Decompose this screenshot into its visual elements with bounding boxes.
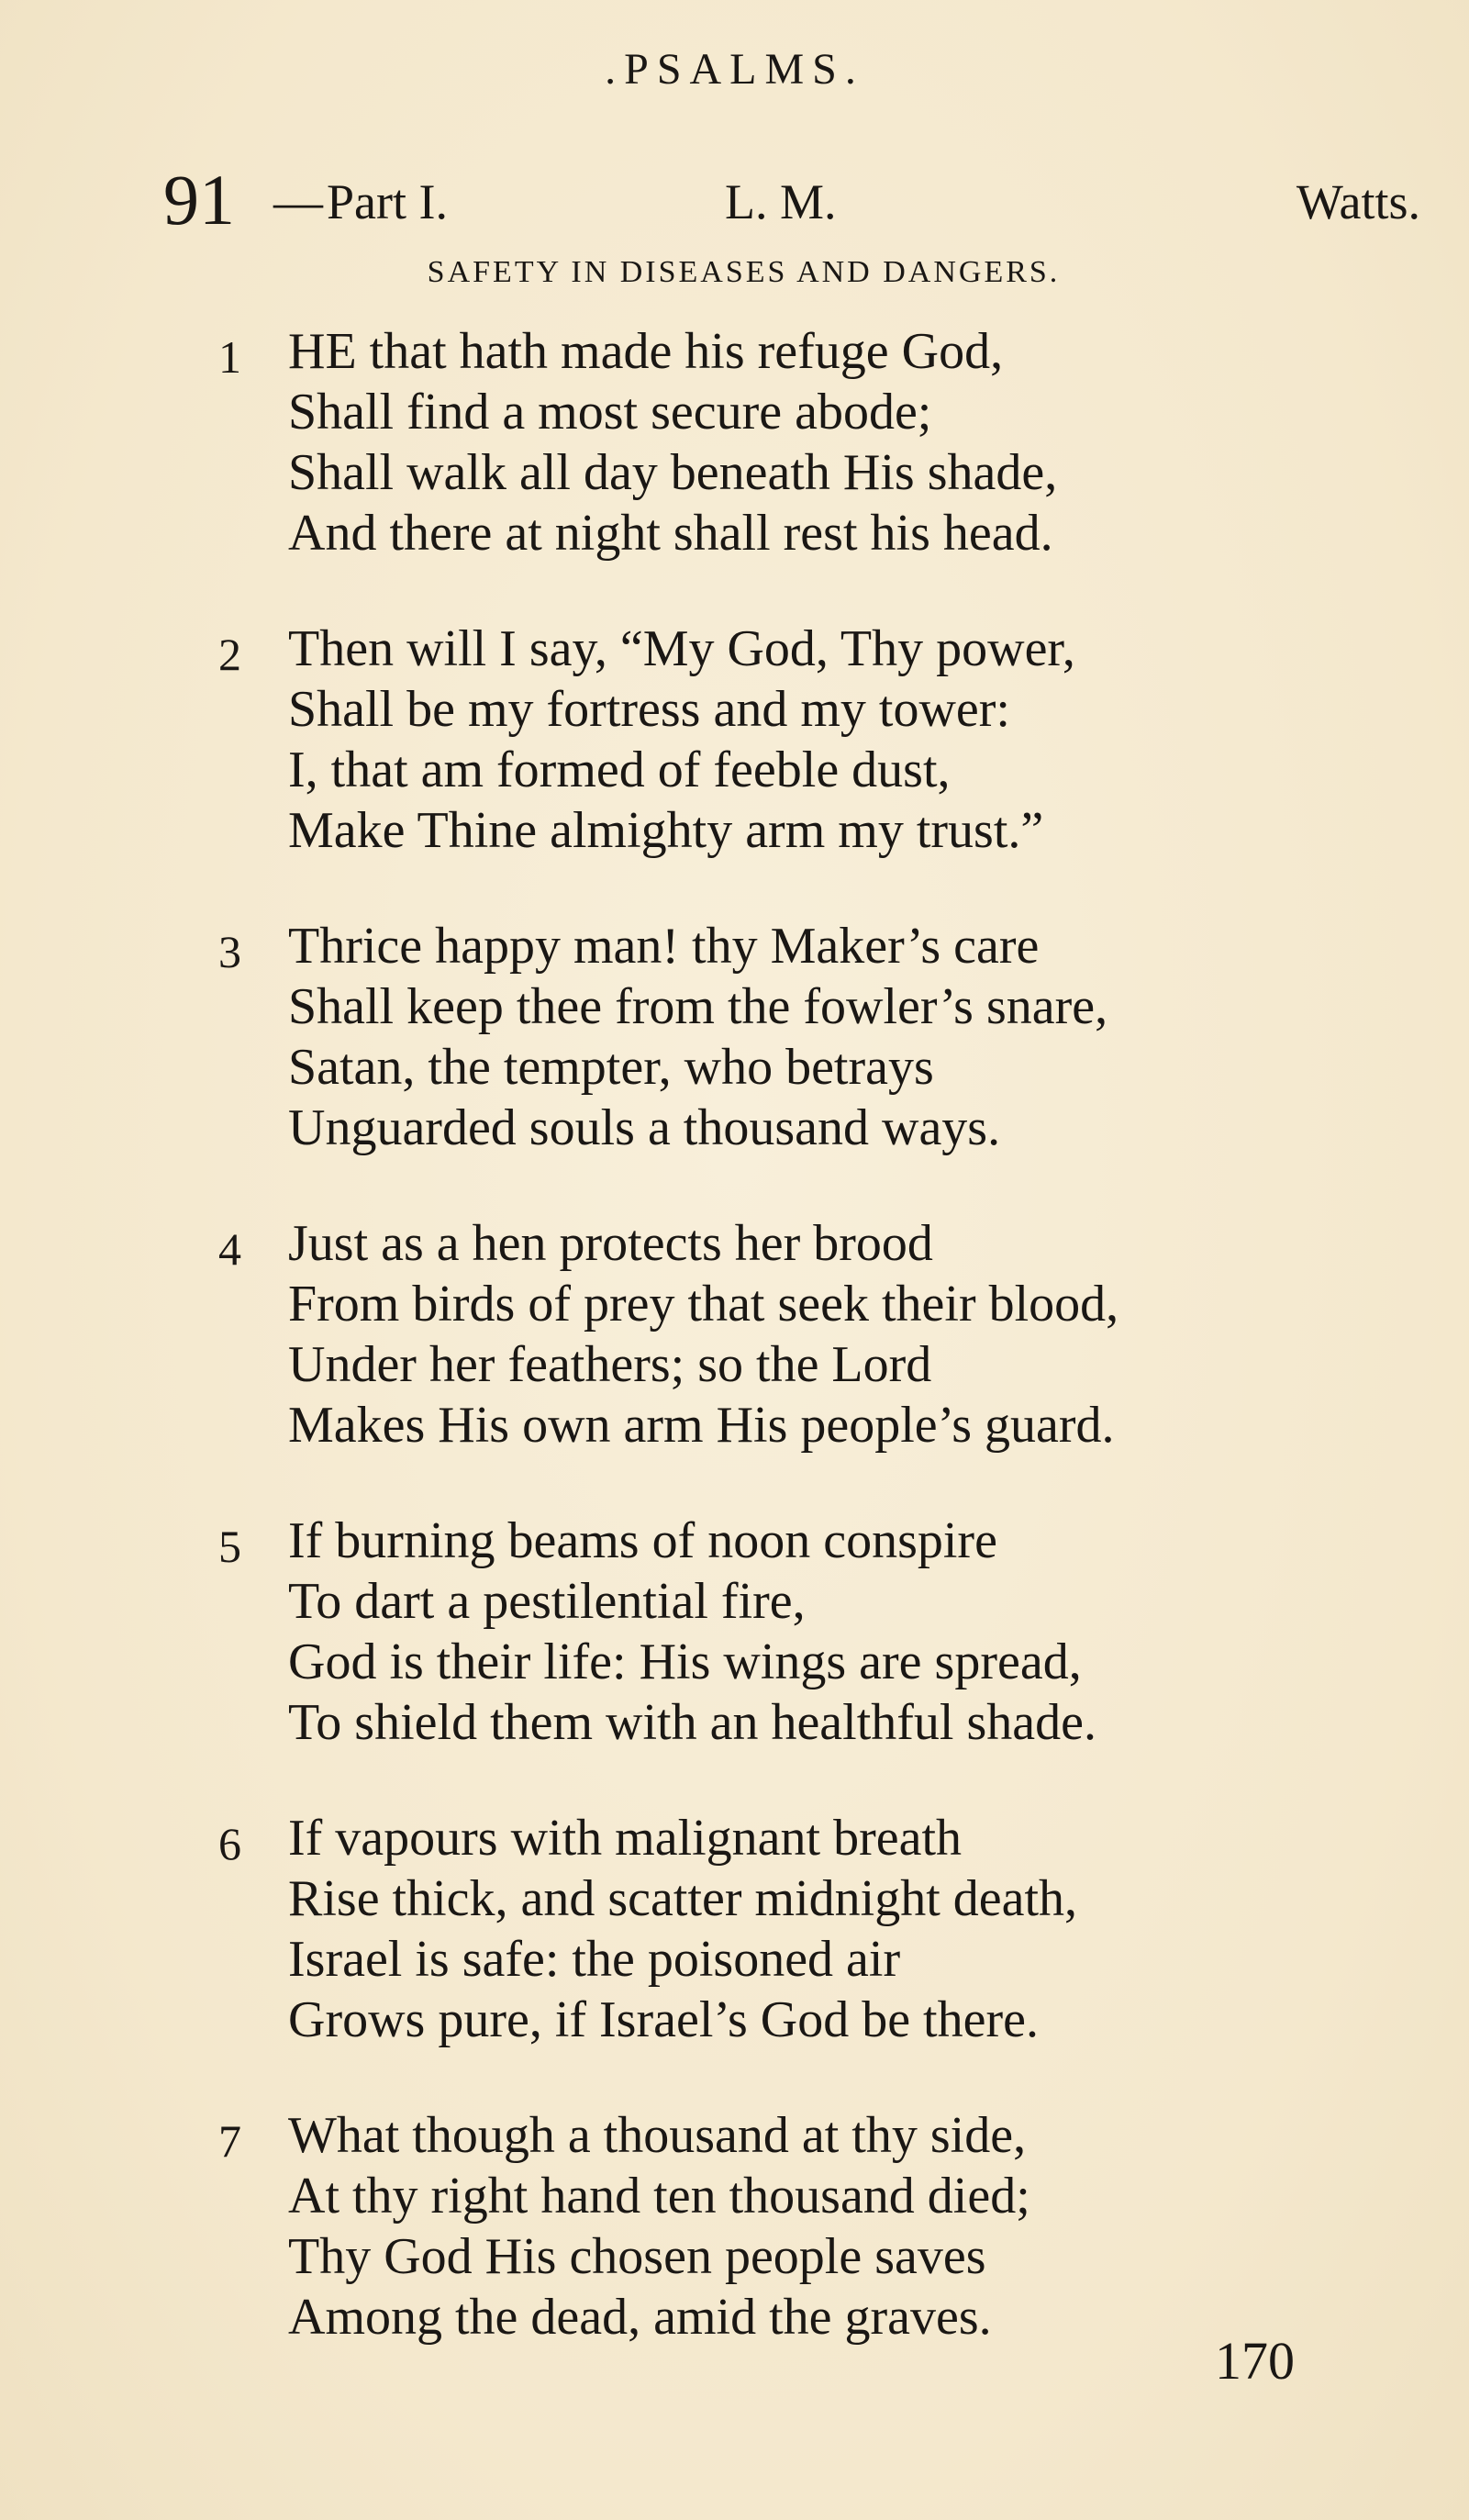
hymn-subtitle: SAFETY IN DISEASES AND DANGERS. <box>427 255 1061 289</box>
stanza-lines <box>288 1213 1118 1455</box>
stanza <box>220 916 1441 1154</box>
verse-line: And there at night shall rest his head. <box>288 505 1053 562</box>
verse-line: Makes His own arm His people’s guard. <box>288 1397 1115 1454</box>
stanza-lines <box>288 1511 1096 1753</box>
verse-line: Among the dead, amid the graves. <box>288 2289 992 2346</box>
verse-line: HE that hath made his refuge God, <box>288 323 1004 380</box>
verse-line: To shield them with an healthful shade. <box>288 1694 1096 1751</box>
hymn-meter: L. M. <box>725 174 837 229</box>
verse-line: Satan, the tempter, who betrays <box>288 1039 934 1096</box>
hymn-part <box>273 173 448 231</box>
stanza <box>220 1808 1441 2046</box>
verse-line: Shall walk all day beneath His shade, <box>288 444 1058 501</box>
verse-line: I, that am formed of feeble dust, <box>288 742 951 798</box>
running-head: .PSALMS. <box>605 45 864 94</box>
hymn-part-dash: — <box>273 174 323 229</box>
verse-line: From birds of prey that seek their blood, <box>288 1276 1119 1332</box>
verse-line: Just as a hen protects her brood <box>288 1215 933 1272</box>
stanza-number: 4 <box>218 1223 241 1275</box>
stanza-lines <box>288 1808 1077 2050</box>
stanza-number: 1 <box>218 331 241 383</box>
stanza-lines <box>288 321 1057 563</box>
stanza <box>220 1213 1441 1452</box>
verse-line: Unguarded souls a thousand ways. <box>288 1099 1001 1156</box>
stanza-number: 2 <box>218 629 241 680</box>
hymn-part-label: Part I. <box>327 174 448 229</box>
verse-line: Then will I say, “My God, Thy power, <box>288 620 1075 677</box>
verse-line: Make Thine almighty arm my trust.” <box>288 802 1044 859</box>
stanza-number: 3 <box>218 926 241 977</box>
stanza-lines <box>288 619 1075 861</box>
verse-line: To dart a pestilential fire, <box>288 1573 806 1630</box>
verse-line: Israel is safe: the poisoned air <box>288 1931 901 1988</box>
stanza <box>220 619 1441 857</box>
verse-line: If vapours with malignant breath <box>288 1810 963 1867</box>
stanza-list <box>220 321 1441 2403</box>
stanza <box>220 1511 1441 1749</box>
verse-line: Shall keep thee from the fowler’s snare, <box>288 978 1108 1035</box>
verse-line: Under her feathers; so the Lord <box>288 1336 932 1393</box>
hymn-author: Watts. <box>1296 174 1420 229</box>
verse-line: Grows pure, if Israel’s God be there. <box>288 1991 1039 2048</box>
stanza-lines <box>288 916 1107 1158</box>
stanza-number: 5 <box>218 1521 241 1572</box>
verse-line: Thy God His chosen people saves <box>288 2228 986 2285</box>
hymn-heading <box>163 160 1420 240</box>
stanza-number: 6 <box>218 1818 241 1869</box>
verse-line: What though a thousand at thy side, <box>288 2107 1027 2164</box>
stanza-number: 7 <box>218 2115 241 2167</box>
verse-line: At thy right hand ten thousand died; <box>288 2168 1030 2225</box>
verse-line: Thrice happy man! thy Maker’s care <box>288 918 1040 975</box>
verse-line: God is their life: His wings are spread, <box>288 1634 1082 1690</box>
verse-line: Shall find a most secure abode; <box>288 384 932 440</box>
verse-line: Shall be my fortress and my tower: <box>288 681 1010 738</box>
page-number: 170 <box>1215 2331 1295 2391</box>
stanza <box>220 321 1441 560</box>
stanza <box>220 2105 1441 2344</box>
verse-line: Rise thick, and scatter midnight death, <box>288 1870 1078 1927</box>
stanza-lines <box>288 2105 1030 2347</box>
hymn-number: 91 <box>163 160 235 240</box>
verse-line: If burning beams of noon conspire <box>288 1512 997 1569</box>
